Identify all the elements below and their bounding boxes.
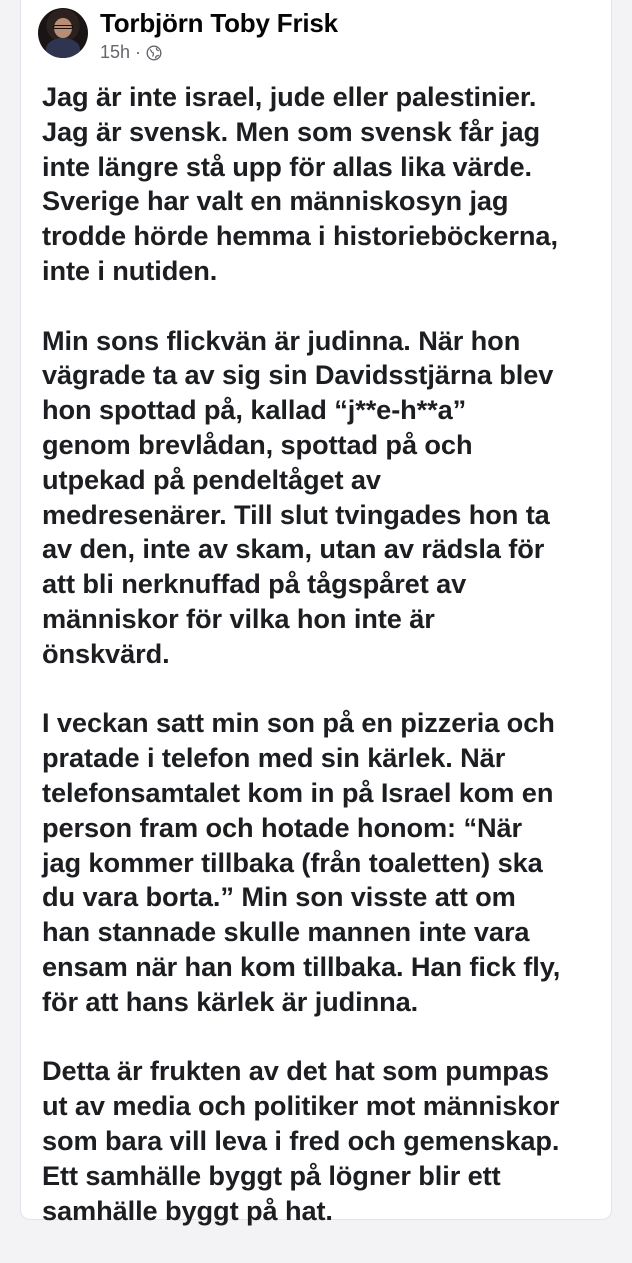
post-text-line: Min sons flickvän är judinna. När hon bbox=[42, 324, 521, 356]
post-text-line: Ett samhälle byggt på lögner blir ett bbox=[42, 1159, 501, 1191]
author-name[interactable]: Torbjörn Toby Frisk bbox=[100, 8, 338, 38]
post-header bbox=[38, 8, 338, 63]
post-text-line: pratade i telefon med sin kärlek. När bbox=[42, 742, 506, 774]
post-text-line: I veckan satt min son på en pizzeria och bbox=[42, 707, 555, 739]
post-text-line: trodde hörde hemma i historieböckerna, bbox=[42, 220, 558, 252]
meta-separator: · bbox=[135, 42, 142, 62]
post-paragraph bbox=[42, 324, 602, 672]
header-text bbox=[100, 8, 338, 63]
post-text-line: medresenärer. Till slut tvingades hon ta bbox=[42, 498, 550, 530]
post-paragraph bbox=[42, 1054, 602, 1228]
post-text-line: vägrade ta av sig sin Davidsstjärna blev bbox=[42, 359, 554, 391]
post-text-line: av den, inte av skam, utan av rädsla för bbox=[42, 533, 545, 565]
post-text-line: som bara vill leva i fred och gemenskap. bbox=[42, 1124, 560, 1156]
post-text-line: Jag är inte israel, jude eller palestinier. bbox=[42, 81, 537, 112]
post-text-line: person fram och hotade honom: “När bbox=[42, 811, 522, 843]
post-text-line: inte i nutiden. bbox=[42, 254, 218, 286]
post-text-line: för att hans kärlek är judinna. bbox=[42, 985, 419, 1017]
post-text-line: Sverige har valt en människosyn jag bbox=[42, 185, 509, 217]
post-text-line: jag kommer tillbaka (från toaletten) ska bbox=[42, 846, 543, 878]
post-text-line: han stannade skulle mannen inte vara bbox=[42, 916, 530, 948]
post-text-line: genom brevlådan, spottad på och bbox=[42, 428, 473, 460]
post-body bbox=[42, 80, 602, 1263]
post-text-line: telefonsamtalet kom in på Israel kom en bbox=[42, 776, 554, 808]
post-text-line: ut av media och politiker mot människor bbox=[42, 1090, 560, 1122]
post-text-line: att bli nerknuffad på tågspåret av bbox=[42, 568, 467, 600]
post-text-line: ensam när han kom tillbaka. Han fick fly, bbox=[42, 950, 561, 982]
post-text-line: hon spottad på, kallad “j**e-h**a” bbox=[42, 394, 467, 426]
post-text-line: du vara borta.” Min son visste att om bbox=[42, 881, 516, 913]
post-text-line: inte längre stå upp för allas lika värde. bbox=[42, 150, 532, 182]
post-paragraph bbox=[42, 706, 602, 1019]
globe-icon[interactable] bbox=[146, 45, 162, 61]
post-text-line: samhälle byggt på hat. bbox=[42, 1194, 333, 1226]
post-paragraph bbox=[42, 80, 602, 289]
avatar-glasses bbox=[53, 25, 73, 29]
post-meta bbox=[100, 42, 338, 63]
post-text-line: människor för vilka hon inte är bbox=[42, 602, 435, 634]
post-text-line: Jag är svensk. Men som svensk får jag bbox=[42, 115, 541, 147]
post-text-line: utpekad på pendeltåget av bbox=[42, 463, 381, 495]
avatar[interactable] bbox=[38, 8, 88, 58]
post-text-line: Detta är frukten av det hat som pumpas bbox=[42, 1055, 549, 1087]
post-timestamp[interactable]: 15h bbox=[100, 42, 131, 62]
post-text-line: önskvärd. bbox=[42, 637, 170, 669]
